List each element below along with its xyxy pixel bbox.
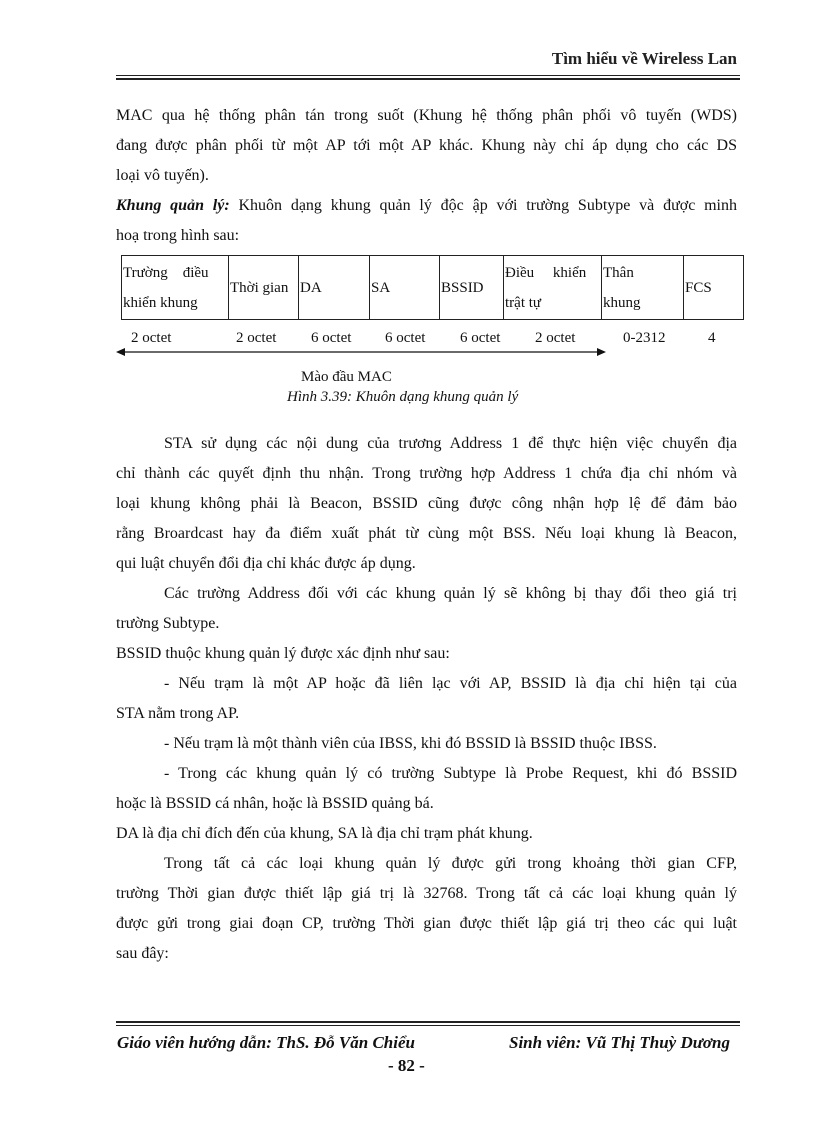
field-sa: SA [370, 256, 440, 320]
footer-supervisor: Giáo viên hướng dẫn: ThS. Đỗ Văn Chiểu [117, 1033, 415, 1052]
field-bssid: BSSID [440, 256, 504, 320]
footer-rule-thin [116, 1025, 740, 1026]
octet-size: 6 octet [385, 330, 426, 346]
list-item: - Trong các khung quản lý có trường Subtype là Probe Request, khi đó BSSID [164, 765, 737, 782]
text-line: BSSID thuộc khung quản lý được xác định như sau: [116, 645, 450, 662]
list-item: - Nếu trạm là một AP hoặc đã liên lạc với AP, BSSID là địa chỉ hiện tại của [164, 675, 737, 692]
octet-size: 0-2312 [623, 330, 666, 346]
text-line: loại vô tuyến). [116, 167, 209, 184]
text-line: trường Subtype. [116, 615, 220, 632]
page-number: - 82 - [388, 1056, 425, 1075]
mgmt-frame-text: Khuôn dạng khung quản lý độc ập với trường Subtype và được minh [229, 197, 738, 214]
text-line: MAC qua hệ thống phân tán trong suốt (Khung hệ thống phân phối vô tuyến (WDS) [116, 107, 737, 124]
field-frame-control: Trường điều khiển khung [122, 256, 229, 320]
text-line: rằng Broardcast hay đa điểm xuất phát từ cùng một BSS. Nếu loại khung là Beacon, [116, 525, 737, 542]
mgmt-frame-label: Khung quản lý: [116, 197, 230, 214]
field-sequence-control: Điều khiển trật tự [504, 256, 602, 320]
text-line: trường Thời gian được thiết lập giá trị là 32768. Trong tất cả các loại khung quản lý [116, 885, 737, 902]
text-line: DA là địa chỉ đích đến của khung, SA là địa chỉ trạm phát khung. [116, 825, 533, 842]
text-line: được gửi trong giai đoạn CP, trường Thời gian được thiết lập giá trị theo các qui luật [116, 915, 737, 932]
body-block [116, 429, 737, 969]
mac-header-arrow [116, 345, 606, 359]
header-rule-thick [116, 78, 740, 80]
text-line: hoặc là BSSID cá nhân, hoặc là BSSID quảng bá. [116, 795, 434, 812]
octet-size: 4 [708, 330, 716, 346]
mgmt-frame-intro [116, 191, 737, 221]
field-fcs: FCS [684, 256, 744, 320]
octet-size: 6 octet [311, 330, 352, 346]
field-duration: Thời gian [229, 256, 299, 320]
figure-caption: Hình 3.39: Khuôn dạng khung quản lý [287, 389, 519, 405]
running-header-title: Tìm hiểu về Wireless Lan [551, 49, 737, 68]
octet-size: 2 octet [131, 330, 172, 346]
text-line: hoạ trong hình sau: [116, 227, 240, 244]
mac-header-label: Mào đầu MAC [301, 369, 392, 385]
text-line: sau đây: [116, 945, 169, 962]
field-frame-body: Thân khung [602, 256, 684, 320]
text-line: STA sử dụng các nội dung của trương Address 1 để thực hiện việc chuyển địa [164, 435, 737, 452]
text-line: STA nằm trong AP. [116, 705, 240, 722]
octet-size: 2 octet [236, 330, 277, 346]
octet-size: 6 octet [460, 330, 501, 346]
text-line: Các trường Address đối với các khung quản lý sẽ không bị thay đổi theo giá trị [164, 585, 737, 602]
text-line: Trong tất cả các loại khung quản lý được gửi trong khoảng thời gian CFP, [164, 855, 737, 872]
octet-size: 2 octet [535, 330, 576, 346]
text-line: qui luật chuyển đổi địa chỉ khác được áp dụng. [116, 555, 416, 572]
table-row [122, 256, 744, 320]
list-item: - Nếu trạm là một thành viên của IBSS, khi đó BSSID là BSSID thuộc IBSS. [164, 735, 657, 752]
field-da: DA [299, 256, 370, 320]
header-rule-thin [116, 75, 740, 76]
text-line: chỉ thành các quyết định thu nhận. Trong trường hợp Address 1 chứa địa chỉ nhóm và [116, 465, 737, 482]
footer-student: Sinh viên: Vũ Thị Thuỳ Dương [509, 1033, 730, 1052]
footer-rule-thick [116, 1021, 740, 1023]
frame-format-table [121, 255, 744, 320]
text-line: loại khung không phải là Beacon, BSSID cũng được công nhận hợp lệ để đảm bảo [116, 495, 737, 512]
intro-block [116, 101, 737, 251]
text-line: đang được phân phối từ một AP tới một AP khác. Khung này chỉ áp dụng cho các DS [116, 137, 737, 154]
